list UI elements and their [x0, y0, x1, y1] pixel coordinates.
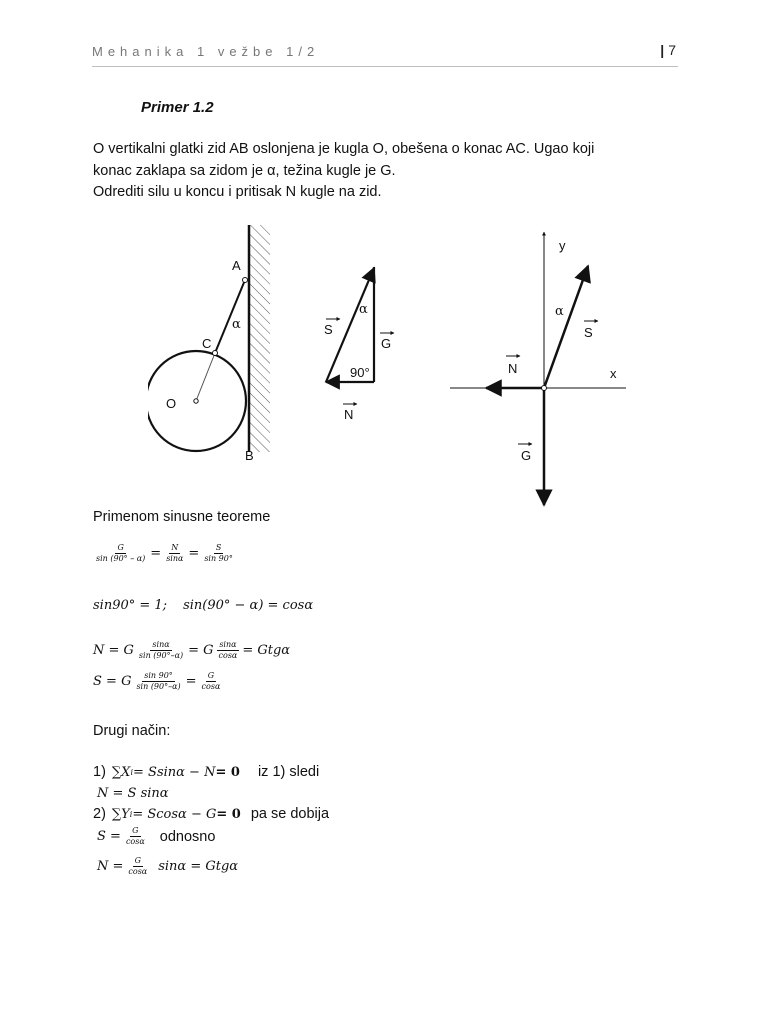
trig-identities: sin90° = 1; sin(90° − α) = cosα	[93, 598, 314, 613]
mechanics-figure	[148, 222, 628, 508]
label-alpha-left: α	[232, 317, 241, 332]
problem-line-3: Odrediti silu u koncu i pritisak N kugle na zid.	[93, 184, 382, 200]
radius-oc	[196, 353, 215, 401]
label-s-right: S	[584, 325, 593, 340]
example-heading: Primer 1.2	[141, 99, 214, 116]
origin-dot	[542, 386, 547, 391]
equation-n: N = G $\frac{\sin\alpha}{\sin (90^\circ-\alpha)}$ = G $\frac{\sin\alpha}{\cos\alpha}$ = Gtgα	[93, 640, 291, 660]
equilibrium-x: 1) ∑X i = Ssinα − N = 0 iz 1) sledi	[93, 764, 320, 780]
fraction-s: $\frac{S}{\sin 90^\circ}$	[204, 543, 233, 563]
label-b: B	[245, 448, 254, 463]
result-n-final: N = $\frac{G}{\cos\alpha}$ sinα = Gtgα	[97, 856, 239, 876]
force-triangle	[324, 267, 394, 422]
result-s: S = $\frac{G}{\cos\alpha}$ odnosno	[97, 826, 216, 846]
problem-line-1: O vertikalni glatki zid AB oslonjena je kugla O, obešena o konac AC. Ugao koji	[93, 141, 595, 157]
point-a-dot	[243, 278, 248, 283]
label-c: C	[202, 336, 212, 351]
wall-sphere-diagram	[148, 225, 270, 463]
fraction-g: $\frac{G}{\sin (90^\circ - \alpha)}$	[96, 543, 146, 563]
label-alpha-triangle: α	[359, 302, 368, 317]
equilibrium-y: 2) ∑Y i = Scosα − G = 0 pa se dobija	[93, 806, 330, 822]
label-g-right: G	[521, 448, 532, 463]
header-title: Mehanika 1 vežbe 1/2	[92, 44, 320, 59]
label-alpha-right: α	[555, 304, 564, 319]
label-s-triangle: S	[324, 322, 333, 337]
label-a: A	[232, 258, 241, 273]
equation-s: S = G $\frac{\sin 90^\circ}{\sin (90^\circ-\alpha)}$ = $\frac{G}{\cos\alpha}$	[93, 671, 221, 691]
sine-theorem-equation: $\frac{G}{\sin (90^\circ - \alpha)}$ = $\frac{N}{\sin\alpha}$ = $\frac{S}{\sin 90^\circ}$	[96, 543, 233, 563]
point-c-dot	[213, 351, 218, 356]
free-body-diagram	[450, 232, 626, 505]
label-y-axis: y	[559, 238, 566, 253]
force-s-vector	[544, 266, 588, 388]
problem-line-2: konac zaklapa sa zidom je α, težina kugle je G.	[93, 163, 396, 179]
label-o: O	[166, 396, 177, 411]
method2-label: Drugi način:	[93, 723, 171, 739]
result-n-s: N = S sinα	[97, 786, 169, 801]
label-x-axis: x	[610, 366, 617, 381]
label-n-right: N	[508, 361, 518, 376]
label-90-degrees: 90°	[350, 365, 370, 380]
page-header	[92, 44, 678, 67]
label-n-triangle: N	[344, 407, 354, 422]
fraction-n: $\frac{N}{\sin\alpha}$	[166, 543, 184, 563]
point-o-dot	[194, 399, 198, 403]
wall-hatching	[250, 225, 270, 452]
label-g-triangle: G	[381, 336, 392, 351]
page-number: | 7	[660, 42, 676, 58]
method1-label: Primenom sinusne teoreme	[93, 509, 271, 525]
